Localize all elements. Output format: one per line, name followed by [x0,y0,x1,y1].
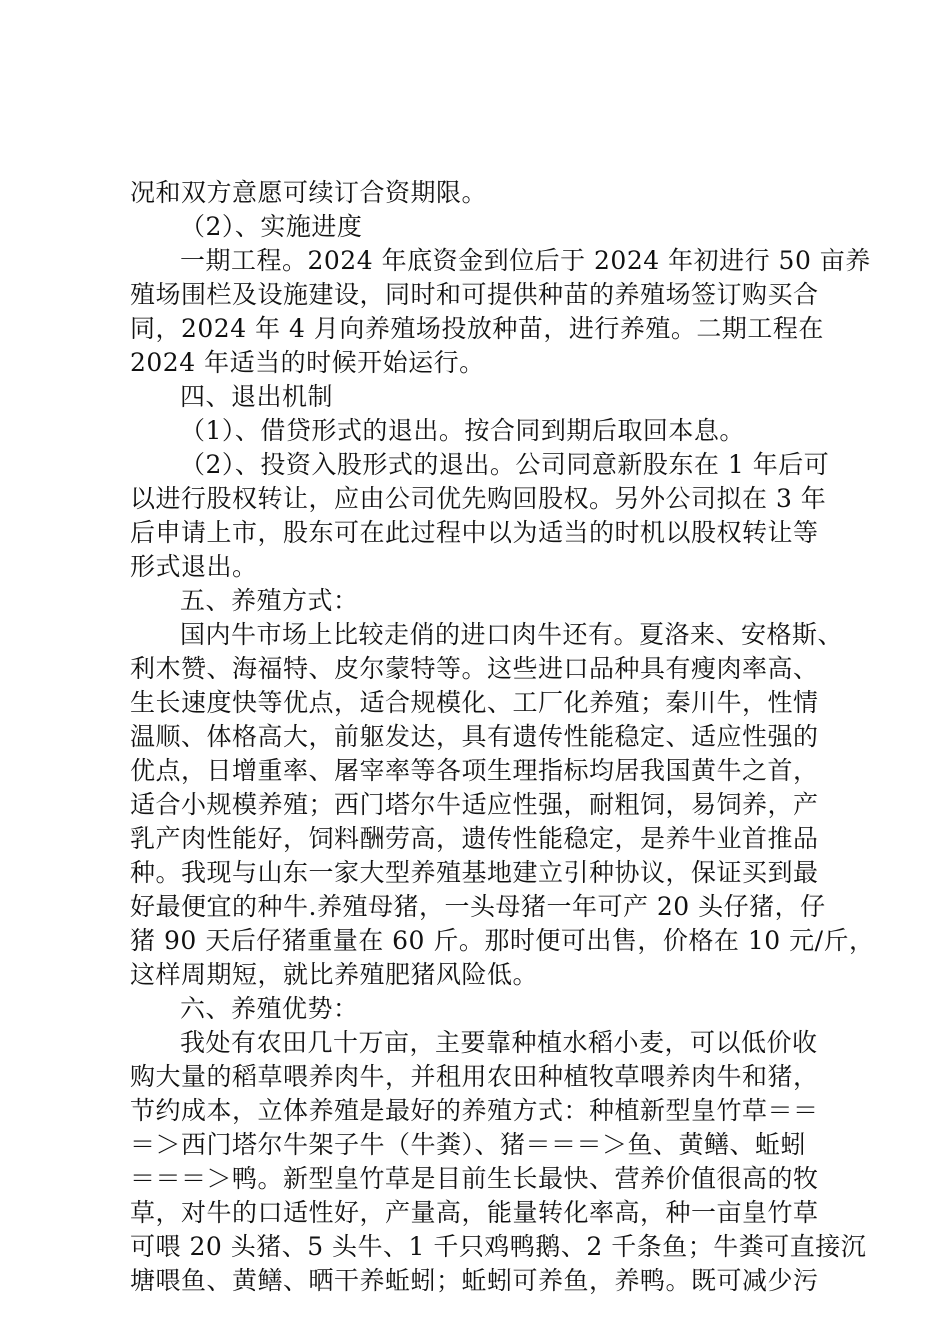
section-heading-method: 五、养殖方式： [180,586,359,615]
text-line: 猪 90 天后仔猪重量在 60 斤。那时便可出售，价格在 10 元/斤， [130,926,875,955]
section-heading-advantage: 六、养殖优势： [180,994,359,1023]
text-line: （2）、投资入股形式的退出。公司同意新股东在 1 年后可 [180,450,830,479]
text-line: 后申请上市，股东可在此过程中以为适当的时机以股权转让等 [130,518,819,547]
text-line: ＝＝＝＞鸭。新型皇竹草是目前生长最快、营养价值很高的牧 [130,1164,819,1193]
text-line: 节约成本，立体养殖是最好的养殖方式：种植新型皇竹草＝＝ [130,1096,819,1125]
text-line: （1）、借贷形式的退出。按合同到期后取回本息。 [180,416,745,445]
text-line: 国内牛市场上比较走俏的进口肉牛还有。夏洛来、安格斯、 [180,620,844,649]
text-line: ＝＞西门塔尔牛架子牛（牛粪）、猪＝＝＝＞鱼、黄鳝、蚯蚓 [130,1130,807,1159]
text-line: 好最便宜的种牛.养殖母猪，一头母猪一年可产 20 头仔猪，仔 [130,892,826,921]
text-line: 这样周期短，就比养殖肥猪风险低。 [130,960,539,989]
section-heading-progress: （2）、实施进度 [180,212,363,241]
text-line: 乳产肉性能好，饲料酬劳高，遗传性能稳定，是养牛业首推品 [130,824,819,853]
text-line: 殖场围栏及设施建设，同时和可提供种苗的养殖场签订购买合 [130,280,819,309]
text-line: 同，2024 年 4 月向养殖场投放种苗，进行养殖。二期工程在 [130,314,824,343]
body-text [130,176,875,1298]
text-line: 种。我现与山东一家大型养殖基地建立引种协议，保证买到最 [130,858,819,887]
text-line: 我处有农田几十万亩，主要靠种植水稻小麦，可以低价收 [180,1028,818,1057]
text-line: 草，对牛的口适性好，产量高，能量转化率高，种一亩皇竹草 [130,1198,819,1227]
text-line: 2024 年适当的时候开始运行。 [130,348,485,377]
text-line: 购大量的稻草喂养肉牛，并租用农田种植牧草喂养肉牛和猪， [130,1062,819,1091]
text-line: 适合小规模养殖；西门塔尔牛适应性强，耐粗饲，易饲养，产 [130,790,819,819]
text-line: 一期工程。2024 年底资金到位后于 2024 年初进行 50 亩养 [180,246,871,275]
text-line: 形式退出。 [130,552,258,581]
section-heading-exit: 四、退出机制 [180,382,334,411]
text-line: 利木赞、海福特、皮尔蒙特等。这些进口品种具有瘦肉率高、 [130,654,819,683]
text-line: 生长速度快等优点，适合规模化、工厂化养殖；秦川牛，性情 [130,688,819,717]
text-line: 以进行股权转让，应由公司优先购回股权。另外公司拟在 3 年 [130,484,827,513]
text-line: 优点，日增重率、屠宰率等各项生理指标均居我国黄牛之首， [130,756,819,785]
text-line: 可喂 20 头猪、5 头牛、1 千只鸡鸭鹅、2 千条鱼；牛粪可直接沉 [130,1232,867,1261]
text-line: 况和双方意愿可续订合资期限。 [130,178,488,207]
text-line: 塘喂鱼、黄鳝、晒干养蚯蚓；蚯蚓可养鱼，养鸭。既可减少污 [130,1266,819,1295]
text-line: 温顺、体格高大，前躯发达，具有遗传性能稳定、适应性强的 [130,722,819,751]
